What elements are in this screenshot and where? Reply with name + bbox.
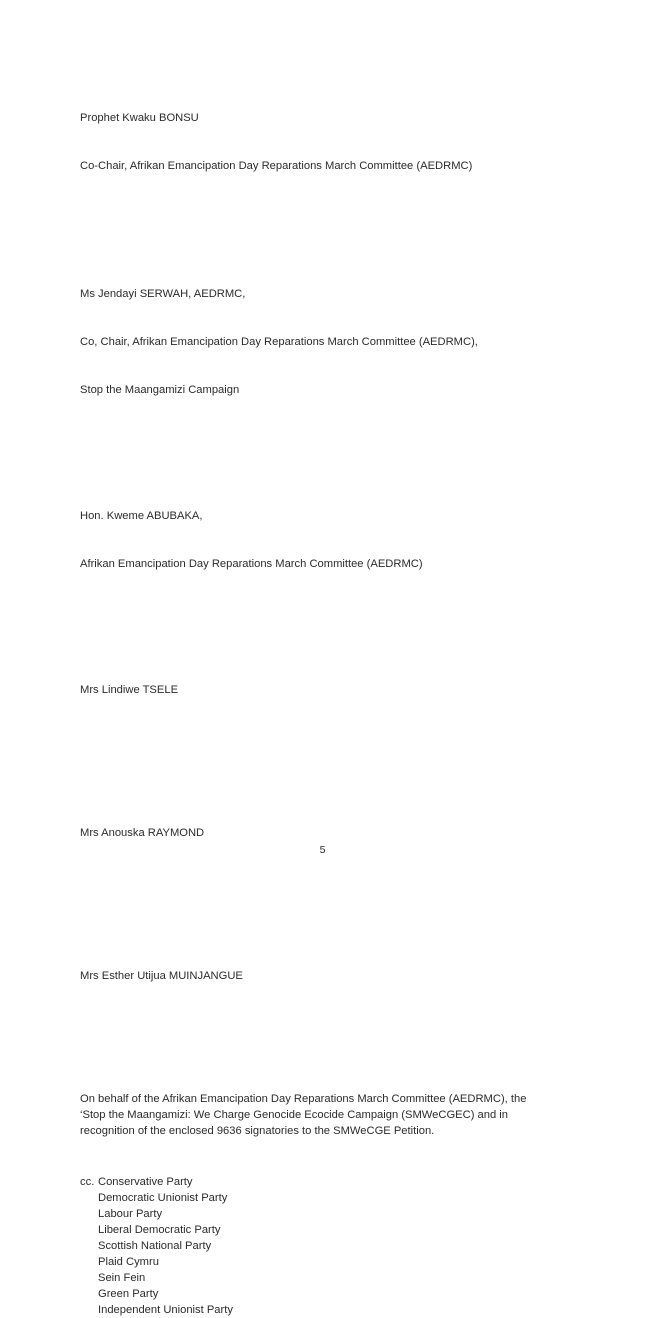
spacer [80, 730, 555, 778]
spacer [80, 921, 555, 936]
signatory-name: Mrs Anouska RAYMOND [80, 827, 205, 839]
signatory-block-raymond [80, 793, 555, 873]
page-number: 5 [319, 844, 326, 856]
signatory-block-muinjangue [80, 936, 555, 1016]
spacer [80, 430, 555, 476]
cc-label: cc. [80, 1176, 95, 1188]
signatory-block-serwah [80, 254, 555, 430]
spacer [80, 873, 555, 921]
signatory-block-tsele [80, 650, 555, 730]
spacer [80, 778, 555, 793]
spacer [80, 206, 555, 254]
cc-item: Scottish National Party [98, 1240, 212, 1252]
signatory-name: Mrs Esther Utijua MUINJANGUE [80, 970, 243, 982]
cc-section [80, 1174, 555, 1318]
spacer [80, 1064, 555, 1091]
signatory-block-bonsu [80, 78, 555, 206]
signatory-affiliation: Stop the Maangamizi Campaign [80, 384, 240, 396]
cc-item: Sein Fein [98, 1272, 146, 1284]
signatory-name: Mrs Lindiwe TSELE [80, 684, 179, 696]
signatory-block-abubaka [80, 476, 555, 604]
signatory-name: Ms Jendayi SERWAH, AEDRMC, [80, 288, 246, 300]
signatory-name: Prophet Kwaku BONSU [80, 112, 199, 124]
signatory-role: Co, Chair, Afrikan Emancipation Day Reparations March Committee (AEDRMC), [80, 336, 478, 348]
cc-item: Independent Unionist Party [98, 1304, 233, 1316]
signatory-name: Hon. Kweme ABUBAKA, [80, 510, 203, 522]
cc-item: Liberal Democratic Party [98, 1224, 221, 1236]
cc-item: Democratic Unionist Party [98, 1192, 228, 1204]
spacer [80, 604, 555, 650]
signatory-role: Afrikan Emancipation Day Reparations March Committee (AEDRMC) [80, 558, 423, 570]
cc-first-row [80, 1174, 555, 1190]
page-body [80, 78, 555, 1318]
cc-recipient-list [80, 1190, 555, 1318]
signatory-role: Co-Chair, Afrikan Emancipation Day Reparations March Committee (AEDRMC) [80, 160, 473, 172]
closing-paragraph: On behalf of the Afrikan Emancipation Day Reparations March Committee (AEDRMC), the ‘Stop the Maangamizi: We Charge Genocide Ecocide Campaign (SMWeCGEC) and in recognition of the enclosed 9636 signatories to the SMWeCGE Petition. [80, 1093, 527, 1137]
cc-item: Labour Party [98, 1208, 163, 1220]
cc-item: Plaid Cymru [98, 1256, 159, 1268]
cc-item: Green Party [98, 1288, 159, 1300]
cc-item: Conservative Party [98, 1176, 193, 1188]
spacer [80, 1016, 555, 1064]
